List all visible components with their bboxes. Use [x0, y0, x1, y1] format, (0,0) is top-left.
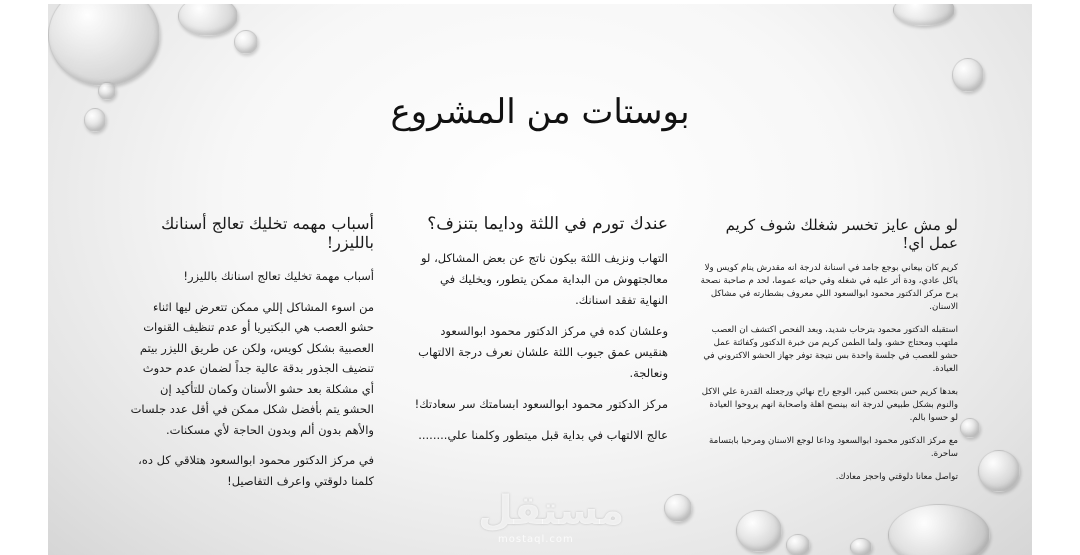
water-drop-decoration — [664, 494, 692, 522]
post-paragraph: بعدها كريم حس بتحسن كبير، الوجع راح نهائي ورجعتله القدرة علي الاكل والنوم بشكل طبيعي لدرجة انه بينصح اهلة واصحابة انهم يروحوا العيادة لو حسوا بالم. — [701, 387, 958, 423]
post-heading: أسباب مهمه تخليك تعالج أسنانك بالليزر! — [161, 214, 374, 252]
water-drop-decoration — [978, 450, 1020, 492]
post-paragraph: التهاب ونزيف اللثة بيكون ناتج عن بعض المشاكل، لو معالجتهوش من البداية ممكن يتطور، ويخليك في النهاية تفقد اسنانك. — [420, 251, 668, 307]
water-drop-decoration — [234, 30, 258, 54]
water-drop-decoration — [786, 534, 810, 555]
watermark-url: mostaql.com — [498, 534, 574, 545]
post-paragraph: تواصل معانا دلوقتي واحجز معادك. — [835, 472, 958, 482]
post-paragraph: من اسوء المشاكل إللي ممكن تتعرض ليها اثناء حشو العصب هي البكتيريا أو عدم تنظيف القنوات العصبية بشكل كويس، ولكن عن طريق الليزر بيتم تنضيف الجذور بدقة عالية جداً لضمان عدم حدوث أي مشكلة بعد حشو الأسنان وكمان للتأكيد إن الحشو يتم بأفضل شكل ممكن في أقل عدد جلسات والأهم بدون ألم وبدون الحاجة لأي مسكنات. — [130, 299, 374, 437]
water-drop-decoration — [888, 504, 990, 555]
post-paragraph: عالج الالتهاب في بداية قبل ميتطور وكلمنا علي........ — [418, 428, 668, 442]
post-paragraph: أسباب مهمة تخليك تعالج اسنانك بالليزر! — [183, 269, 374, 283]
slide-title: بوستات من المشروع — [390, 92, 690, 132]
slide — [48, 4, 1032, 555]
water-drop-decoration — [178, 4, 238, 36]
post-paragraph: في مركز الدكتور محمود ابوالسعود هتلاقي كل ده، كلمنا دلوقتي واعرف التفاصيل! — [138, 453, 374, 488]
water-drop-decoration — [48, 4, 160, 86]
post-paragraph: استقبله الدكتور محمود بترحاب شديد، وبعد الفحص اكتشف ان العصب ملتهب ومحتاج حشو، ولما الطمن كريم من خبرة الدكتور وكفائتة عمل حشو للعصب في جلسة واحدة بس نتيجة توفر جهاز الحشو الاكتروني في العيادة. — [703, 325, 958, 374]
post-paragraph: وعلشان كده في مركز الدكتور محمود ابوالسعود هنقيس عمق جيوب اللثة علشان نعرف درجة الالتهاب ونعالجة. — [418, 324, 668, 380]
post-column-right — [700, 216, 958, 494]
post-heading: لو مش عايز تخسر شغلك شوف كريم عمل اي! — [725, 216, 958, 252]
post-column-middle — [414, 214, 668, 456]
post-heading: عندك تورم في اللثة ودايما بتنزف؟ — [427, 214, 668, 234]
water-drop-decoration — [952, 58, 984, 92]
post-paragraph: مركز الدكتور محمود ابوالسعود ابسامتك سر سعادتك! — [414, 397, 668, 411]
post-paragraph: كريم كان بيعاني بوجع جامد في اسنانة لدرجة انه مقدرش ينام كويس ولا ياكل عادي، ودة أثر عليه في شغله وفي حياته عموما، لحد م صاحبة نصحة يرح مركز الدكتور محمود ابوالسعود اللي معروف بشطارته في مشاكل الاسنان. — [700, 263, 958, 312]
watermark-logo: مستقل — [478, 488, 625, 534]
water-drop-decoration — [736, 510, 782, 552]
water-drop-decoration — [893, 4, 955, 26]
post-column-left — [130, 214, 374, 501]
water-drop-decoration — [960, 418, 980, 438]
water-drop-decoration — [850, 538, 872, 555]
post-paragraph: مع مركز الدكتور محمود ابوالسعود وداعا لوجع الاسنان ومرحبا بابتسامة ساحرة. — [709, 436, 958, 459]
